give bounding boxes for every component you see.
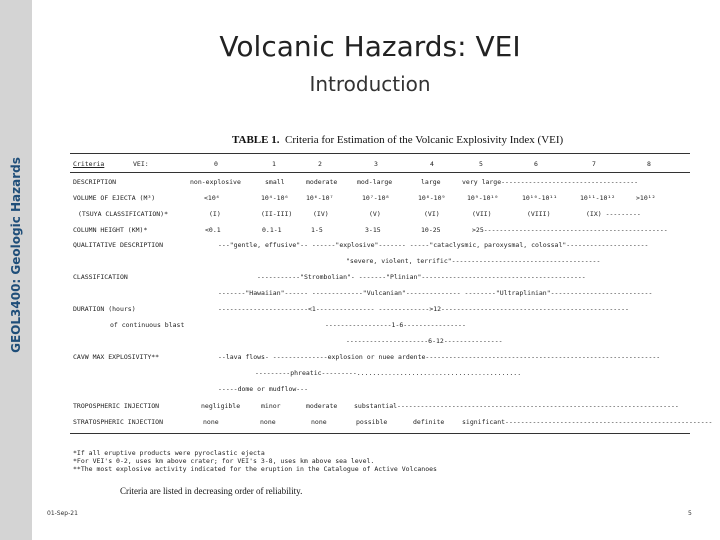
cell: 1-5 (311, 226, 323, 234)
cell: mod-large (357, 178, 393, 186)
table-bottom-rule (70, 433, 690, 434)
cell: <0.1 (205, 226, 221, 234)
cell: substantial------------------------------------------------------------------------ (354, 402, 679, 410)
cell: possible (356, 418, 388, 426)
cell: 10⁷-10⁸ (362, 194, 390, 202)
cell: none (203, 418, 219, 426)
page-number: 5 (688, 510, 692, 517)
cell: -----------"Strombolian"- -------"Plinian"------------------------------------------ (257, 273, 586, 281)
row-label: DESCRIPTION (73, 178, 117, 186)
table-top-rule (70, 153, 690, 154)
cell: none (260, 418, 276, 426)
course-label: GEOL3400: Geologic Hazards (9, 157, 23, 353)
slide-date: 01-Sep-21 (47, 510, 78, 517)
cell: non-explosive (190, 178, 241, 186)
vei-col: 6 (534, 160, 538, 168)
vei-col: 8 (647, 160, 651, 168)
cell: -----------------------<1--------------- ------------->12------------------------------------------------ (218, 305, 629, 313)
criteria-header: Criteria (73, 160, 105, 168)
cell: 10⁹-10¹⁰ (467, 194, 499, 202)
vei-col: 5 (479, 160, 483, 168)
cell: >25----------------------------------------------- (472, 226, 668, 234)
cell: ---------phreatic---------.......................................... (255, 369, 522, 377)
vei-header: VEI: (133, 160, 149, 168)
cell: (VIII) (527, 210, 551, 218)
cell: negligible (201, 402, 241, 410)
row-sublabel: of continuous blast (110, 321, 185, 329)
cell: small (265, 178, 285, 186)
cell: 3-15 (365, 226, 381, 234)
cell: large (421, 178, 441, 186)
row-label: DURATION (hours) (73, 305, 136, 313)
cell: "severe, violent, terrific"-------------------------------------- (346, 257, 601, 265)
table-note: *If all eruptive products were pyroclastic ejecta (73, 449, 265, 457)
row-label: TROPOSPHERIC INJECTION (73, 402, 160, 410)
cell: >10¹² (636, 194, 656, 202)
cell: (IX) --------- (586, 210, 641, 218)
row-label: (TSUYA CLASSIFICATION)* (78, 210, 169, 218)
slide-title: Volcanic Hazards: VEI (219, 30, 521, 63)
cell: (VII) (472, 210, 492, 218)
cell: minor (261, 402, 281, 410)
vei-col: 1 (272, 160, 276, 168)
cell: 10¹⁰-10¹¹ (522, 194, 558, 202)
cell: 10⁶-10⁷ (306, 194, 334, 202)
cell: (I) (209, 210, 221, 218)
row-label: VOLUME OF EJECTA (M³) (73, 194, 156, 202)
row-label: STRATOSPHERIC INJECTION (73, 418, 164, 426)
cell: significant----------------------------------------------------- (462, 418, 713, 426)
cell: (V) (369, 210, 381, 218)
vei-col: 7 (592, 160, 596, 168)
cell: 10⁴-10⁶ (261, 194, 289, 202)
cell: 10¹¹-10¹² (580, 194, 616, 202)
vei-col: 2 (318, 160, 322, 168)
cell: (IV) (313, 210, 329, 218)
table-footnote: Criteria are listed in decreasing order of reliability. (120, 486, 303, 496)
vei-col: 0 (214, 160, 218, 168)
cell: --lava flows- --------------explosion or nuee ardente------------------------------------------------------------ (218, 353, 661, 361)
row-label: COLUMN HEIGHT (KM)* (73, 226, 148, 234)
cell: none (311, 418, 327, 426)
cell: moderate (306, 178, 338, 186)
vei-col: 3 (374, 160, 378, 168)
cell: -----------------1-6---------------- (325, 321, 466, 329)
table-note: **The most explosive activity indicated for the eruption in the Catalogue of Active Volcanoes (73, 465, 437, 473)
table-note: *For VEI's 0-2, uses km above crater; for VEI's 3-8, uses km above sea level. (73, 457, 375, 465)
cell: 10⁸-10⁹ (418, 194, 446, 202)
cell: moderate (306, 402, 338, 410)
slide-subtitle: Introduction (309, 72, 431, 96)
cell: ---"gentle, effusive"-- ------"explosive"------- -----"cataclysmic, paroxysmal, colossal"--------------------- (218, 241, 649, 249)
cell: (VI) (424, 210, 440, 218)
cell: (II-III) (261, 210, 293, 218)
cell: <10⁴ (204, 194, 220, 202)
cell: -----dome or mudflow--- (218, 385, 309, 393)
row-label: CLASSIFICATION (73, 273, 128, 281)
table-title: TABLE 1. Criteria for Estimation of the Volcanic Explosivity Index (VEI) (232, 134, 564, 146)
vei-col: 4 (430, 160, 434, 168)
row-label: QUALITATIVE DESCRIPTION (73, 241, 164, 249)
header-rule (70, 172, 690, 173)
cell: -------"Hawaiian"------ -------------"Vulcanian"-------------- --------"Ultraplinian"-------------------------- (218, 289, 653, 297)
cell: ---------------------6-12--------------- (346, 337, 503, 345)
row-label: CAVW MAX EXPLOSIVITY** (73, 353, 160, 361)
cell: very large----------------------------------- (462, 178, 639, 186)
cell: definite (413, 418, 445, 426)
cell: 10-25 (421, 226, 441, 234)
cell: 0.1-1 (262, 226, 282, 234)
